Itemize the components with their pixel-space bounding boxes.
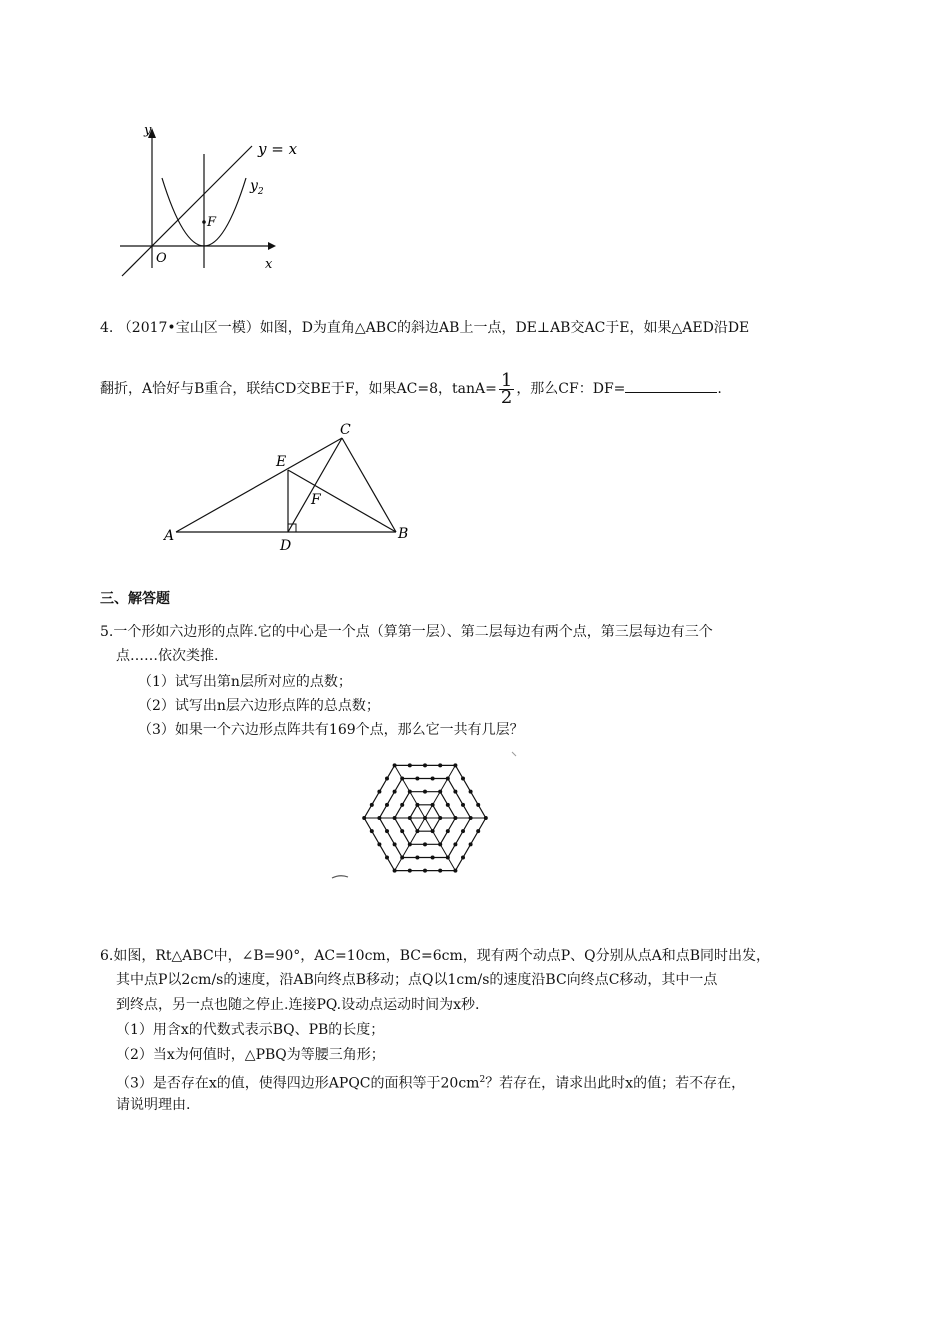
hex-dot bbox=[476, 803, 480, 807]
tan-fraction bbox=[499, 369, 514, 408]
hex-dot bbox=[476, 829, 480, 833]
hex-dot bbox=[453, 763, 457, 767]
hex-dot bbox=[461, 803, 465, 807]
segment-BC bbox=[342, 438, 396, 532]
hex-dot bbox=[400, 803, 404, 807]
answer-blank[interactable] bbox=[625, 378, 717, 393]
q4-line-2-end: . bbox=[717, 381, 722, 397]
fraction-numerator: 1 bbox=[500, 369, 513, 391]
triangle-figure bbox=[160, 418, 420, 554]
q5-line-1: 5.一个形如六边形的点阵.它的中心是一个点（算第一层）、第二层每边有两个点，第三层每边有三个 bbox=[100, 624, 713, 640]
hex-dot bbox=[415, 803, 419, 807]
hex-dot bbox=[446, 855, 450, 859]
hex-dot bbox=[370, 803, 374, 807]
hex-dot bbox=[393, 816, 397, 820]
label-origin-O: O bbox=[156, 251, 167, 266]
label-curve-y2: $y_2$ bbox=[250, 178, 264, 197]
hex-dot bbox=[469, 790, 473, 794]
hex-dot bbox=[446, 803, 450, 807]
q6-line-2: 其中点P以2cm/s的速度，沿AB向终点B移动；点Q以1cm/s的速度沿BC向终点C移动，其中一点 bbox=[116, 972, 718, 988]
hex-dot bbox=[377, 816, 381, 820]
q5-line-2: 点……依次类推. bbox=[116, 648, 219, 664]
hex-dot bbox=[446, 829, 450, 833]
hex-dot bbox=[453, 816, 457, 820]
hex-dot bbox=[438, 816, 442, 820]
q5-item-1: （1）试写出第n层所对应的点数； bbox=[138, 674, 352, 690]
hex-dot bbox=[393, 869, 397, 873]
hex-dot bbox=[461, 829, 465, 833]
hex-dot bbox=[385, 777, 389, 781]
hex-dot bbox=[431, 803, 435, 807]
hex-dot bbox=[415, 855, 419, 859]
hex-dot bbox=[370, 829, 374, 833]
hex-dot bbox=[431, 777, 435, 781]
point-F bbox=[202, 220, 206, 224]
hex-dot bbox=[385, 829, 389, 833]
q6-item-1: （1）用含x的代数式表示BQ、PB的长度； bbox=[116, 1022, 385, 1038]
hex-dot bbox=[377, 842, 381, 846]
hex-dot bbox=[400, 829, 404, 833]
q4-line-1: 4. （2017•宝山区一模）如图，D为直角△ABC的斜边AB上一点，DE⊥AB交AC于E，如果△AED沿DE bbox=[100, 320, 750, 336]
hexagon-dot-lattice bbox=[330, 746, 520, 894]
x-axis-arrow bbox=[268, 242, 276, 250]
hex-dot bbox=[423, 869, 427, 873]
hex-dot bbox=[438, 842, 442, 846]
hex-dot bbox=[408, 790, 412, 794]
hex-dot bbox=[469, 842, 473, 846]
hex-center-dot bbox=[423, 816, 427, 820]
hex-dot bbox=[453, 842, 457, 846]
hex-dot bbox=[408, 869, 412, 873]
line-y-equals-x bbox=[122, 146, 252, 276]
q6-superscript: 2 bbox=[479, 1075, 486, 1085]
hex-dot bbox=[408, 763, 412, 767]
q4-line-2 bbox=[100, 369, 722, 408]
hex-dot bbox=[484, 816, 488, 820]
label-B: B bbox=[398, 526, 409, 542]
q5-item-3: （3）如果一个六边形点阵共有169个点，那么它一共有几层？ bbox=[138, 722, 524, 738]
hex-dot bbox=[377, 790, 381, 794]
q6-item-3 bbox=[116, 1070, 745, 1094]
hex-dot bbox=[461, 777, 465, 781]
q6-item-3-suffix: ？若存在，请求出此时x的值；若不存在， bbox=[485, 1075, 746, 1092]
hex-dot bbox=[431, 855, 435, 859]
hex-dot bbox=[393, 842, 397, 846]
q4-line-2-text: 翻折，A恰好与B重合，联结CD交BE于F，如果AC=8，tanA= bbox=[100, 381, 497, 397]
hex-dot bbox=[408, 816, 412, 820]
hex-dot bbox=[423, 790, 427, 794]
hex-dot bbox=[446, 777, 450, 781]
hex-dot bbox=[400, 777, 404, 781]
q6-line-1: 6.如图，Rt△ABC中，∠B=90°，AC=10cm，BC=6cm，现有两个动点P、Q分别从点A和点B同时出发， bbox=[100, 948, 771, 964]
hex-dot bbox=[423, 763, 427, 767]
hex-dot bbox=[423, 842, 427, 846]
hex-dot bbox=[408, 842, 412, 846]
scan-mark-right bbox=[512, 752, 516, 756]
q6-item-3-text: （3）是否存在x的值，使得四边形APQC的面积等于20cm bbox=[116, 1075, 480, 1092]
segment-EB bbox=[288, 470, 396, 532]
hex-dot bbox=[400, 855, 404, 859]
hex-dot bbox=[393, 763, 397, 767]
hex-dot bbox=[453, 869, 457, 873]
hex-dot bbox=[362, 816, 366, 820]
hex-dot bbox=[431, 829, 435, 833]
hex-dot bbox=[438, 869, 442, 873]
q4-line-2-suffix: ，那么CF：DF= bbox=[516, 381, 626, 397]
scan-mark bbox=[332, 876, 348, 878]
label-x-axis: x bbox=[265, 257, 273, 272]
fraction-denominator: 2 bbox=[500, 386, 513, 408]
label-line-y-equals-x: y = x bbox=[258, 140, 298, 158]
section-title: 三、解答题 bbox=[100, 591, 170, 607]
hex-dot bbox=[438, 790, 442, 794]
label-A: A bbox=[164, 528, 175, 544]
segment-CD bbox=[288, 438, 342, 532]
hex-dot bbox=[385, 855, 389, 859]
label-E: E bbox=[276, 454, 287, 470]
hex-dot bbox=[438, 763, 442, 767]
label-y-axis: y bbox=[144, 123, 152, 138]
label-F: F bbox=[311, 492, 321, 508]
hex-dot bbox=[453, 790, 457, 794]
function-graph-figure bbox=[110, 118, 320, 278]
q5-item-2: （2）试写出n层六边形点阵的总点数； bbox=[138, 698, 380, 714]
hex-dot bbox=[393, 790, 397, 794]
q6-line-last: 请说明理由. bbox=[116, 1097, 191, 1113]
label-D: D bbox=[280, 538, 292, 554]
q6-line-3: 到终点，另一点也随之停止.连接PQ.设动点运动时间为x秒. bbox=[116, 997, 480, 1013]
label-point-F: F bbox=[207, 215, 217, 230]
hex-dot bbox=[461, 855, 465, 859]
hex-dot bbox=[469, 816, 473, 820]
hex-dot bbox=[385, 803, 389, 807]
hex-dot bbox=[415, 829, 419, 833]
q6-item-2: （2）当x为何值时，△PBQ为等腰三角形； bbox=[116, 1047, 385, 1063]
hex-dot bbox=[415, 777, 419, 781]
segment-AC bbox=[176, 438, 342, 532]
label-C: C bbox=[340, 422, 351, 438]
